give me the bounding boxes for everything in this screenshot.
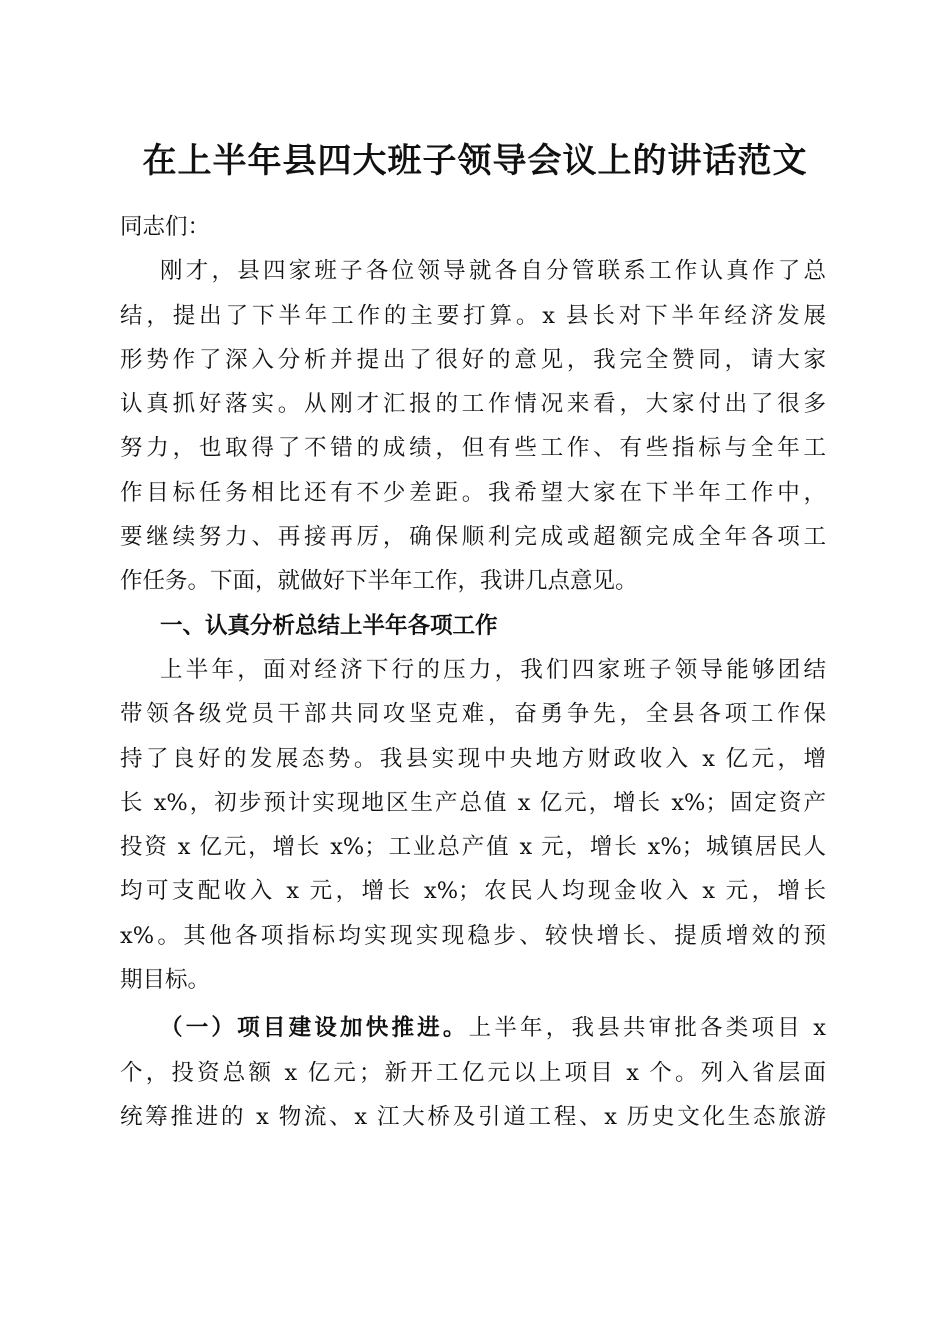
document-title: 在上半年县四大班子领导会议上的讲话范文: [142, 141, 808, 181]
intro-line: 结，提出了下半年工作的主要打算。x 县长对下半年经济发展: [120, 302, 826, 329]
intro-line: 要继续努力、再接再厉，确保顺利完成或超额完成全年各项工: [120, 524, 826, 551]
section-line: 带领各级党员干部共同攻坚克难，奋勇争先，全县各项工作保: [120, 701, 826, 728]
salutation: 同志们：: [120, 214, 211, 240]
subsection-first-line: [120, 1006, 826, 1050]
section-line: 投资 x 亿元，增长 x%；工业总产值 x 元，增长 x%；城镇居民人: [120, 834, 826, 861]
section-line: 长 x%，初步预计实现地区生产总值 x 亿元，增长 x%；固定资产: [120, 789, 826, 816]
intro-line: 努力，也取得了不错的成绩，但有些工作、有些指标与全年工: [120, 435, 826, 462]
section-line: 上半年，面对经济下行的压力，我们四家班子领导能够团结: [160, 656, 826, 683]
section-heading: 一、认真分析总结上半年各项工作: [160, 612, 498, 639]
document-body: [120, 205, 826, 1139]
intro-line: 认真抓好落实。从刚才汇报的工作情况来看，大家付出了很多: [120, 391, 826, 418]
section-line: 持了良好的发展态势。我县实现中央地方财政收入 x 亿元，增: [120, 745, 826, 772]
section-line: x%。其他各项指标均实现实现稳步、较快增长、提质增效的预: [120, 922, 826, 949]
section-line: 期目标。: [120, 967, 211, 994]
section-line: 均可支配收入 x 元，增长 x%；农民人均现金收入 x 元，增长: [120, 878, 826, 905]
intro-line: 形势作了深入分析并提出了很好的意见，我完全赞同，请大家: [120, 346, 826, 373]
subsection-line: 统筹推进的 x 物流、x 江大桥及引道工程、x 历史文化生态旅游: [120, 1103, 826, 1130]
subsection-first-rest: 上半年，我县共审批各类项目 x: [468, 1015, 826, 1042]
intro-line: 作任务。下面，就做好下半年工作，我讲几点意见。: [120, 568, 638, 595]
intro-line: 作目标任务相比还有不少差距。我希望大家在下半年工作中，: [120, 479, 826, 506]
intro-line: 刚才，县四家班子各位领导就各自分管联系工作认真作了总: [160, 258, 826, 285]
subsection-line: 个，投资总额 x 亿元；新开工亿元以上项目 x 个。列入省层面: [120, 1059, 826, 1086]
subsection-lead: （一）项目建设加快推进。: [160, 1015, 469, 1042]
